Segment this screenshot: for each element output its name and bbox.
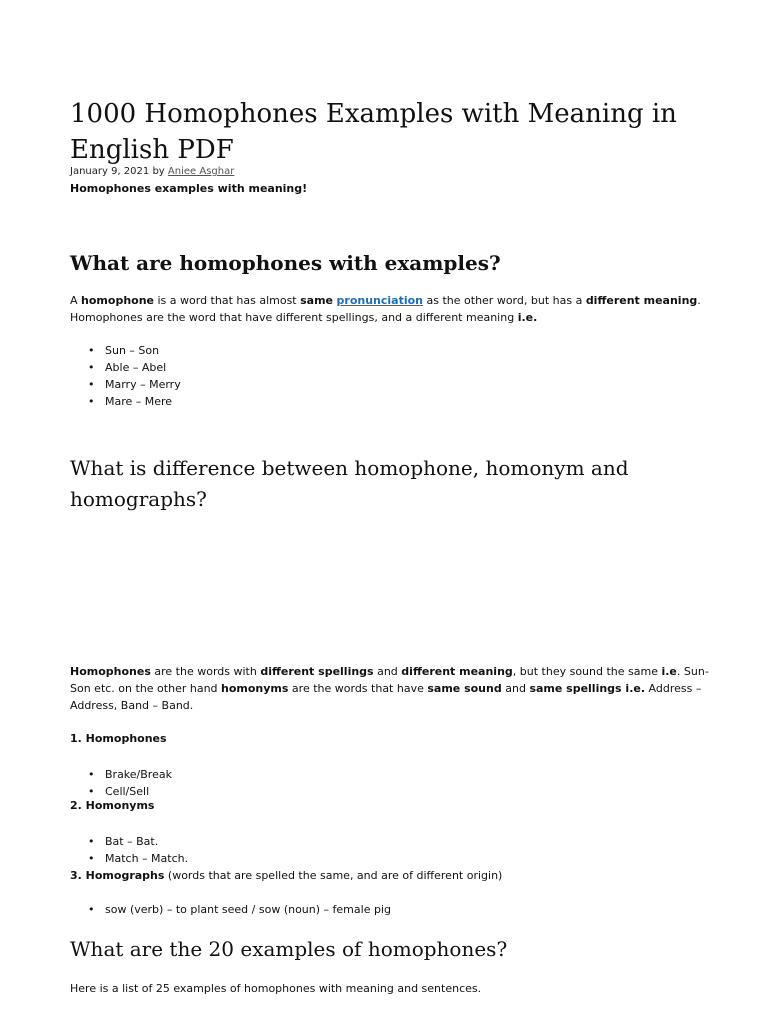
text: Address – Address, Band – Band.	[70, 682, 702, 712]
text: . Sun-Son etc. on the other hand	[70, 665, 709, 695]
list-item: • Match – Match.	[70, 850, 188, 867]
list-item: • Able – Abel	[70, 359, 181, 376]
bold-text: different spellings	[260, 665, 374, 678]
section3-heading: What are the 20 examples of homophones?	[70, 937, 508, 961]
post-by: by	[152, 166, 165, 177]
tagline: Homophones examples with meaning!	[70, 182, 308, 195]
section3-paragraph: Here is a list of 25 examples of homophones with meaning and sentences.	[70, 982, 482, 995]
pronunciation-link[interactable]: pronunciation	[336, 294, 424, 307]
list1-title: 1. Homophones	[70, 732, 167, 745]
text: are the words with	[150, 665, 261, 678]
list2-title: 2. Homonyms	[70, 799, 155, 812]
list-item: • Cell/Sell	[70, 783, 172, 800]
section1-heading: What are homophones with examples?	[70, 251, 501, 275]
list3-heading	[70, 867, 710, 884]
bold-text: same	[300, 294, 334, 307]
bold-text: different meaning	[585, 294, 698, 307]
bold-text: i.e	[661, 665, 677, 678]
section1-list	[70, 342, 181, 410]
bold-text: same spellings i.e.	[529, 682, 646, 695]
bold-text: different meaning	[401, 665, 513, 678]
list-item: • Mare – Mere	[70, 393, 181, 410]
homophones-list	[70, 766, 172, 800]
text: as the other word, but has a	[423, 294, 586, 307]
text: and	[373, 665, 402, 678]
page-title: 1000 Homophones Examples with Meaning in English PDF	[70, 99, 677, 165]
list-item: • sow (verb) – to plant seed / sow (noun) – female pig	[70, 901, 391, 918]
bold-text: Homophones	[70, 665, 151, 678]
section2-heading: What is difference between homophone, homonym and homographs?	[70, 456, 629, 511]
section1-paragraph	[70, 292, 710, 326]
bold-text: homophone	[81, 294, 154, 307]
section2-paragraph	[70, 663, 710, 714]
post-meta	[70, 166, 234, 177]
text: and	[501, 682, 530, 695]
text: is a word that has almost	[154, 294, 301, 307]
bold-text: homonyms	[221, 682, 289, 695]
text: . Homophones are the word that have different spellings, and a different meaning	[70, 294, 701, 324]
text: , but they sound the same	[512, 665, 662, 678]
list3-title: 3. Homographs	[70, 869, 165, 882]
list-item: • Bat – Bat.	[70, 833, 188, 850]
homographs-list	[70, 901, 391, 918]
bold-text: i.e.	[517, 311, 538, 324]
list-item: • Marry – Merry	[70, 376, 181, 393]
list-item: • Sun – Son	[70, 342, 181, 359]
text: are the words that have	[288, 682, 428, 695]
author-link[interactable]: Aniee Asghar	[167, 166, 235, 177]
homonyms-list	[70, 833, 188, 867]
bold-text: same sound	[427, 682, 502, 695]
text: A	[70, 294, 82, 307]
post-date: January 9, 2021	[70, 166, 150, 177]
list-item: • Brake/Break	[70, 766, 172, 783]
list3-note: (words that are spelled the same, and are of different origin)	[164, 869, 503, 882]
